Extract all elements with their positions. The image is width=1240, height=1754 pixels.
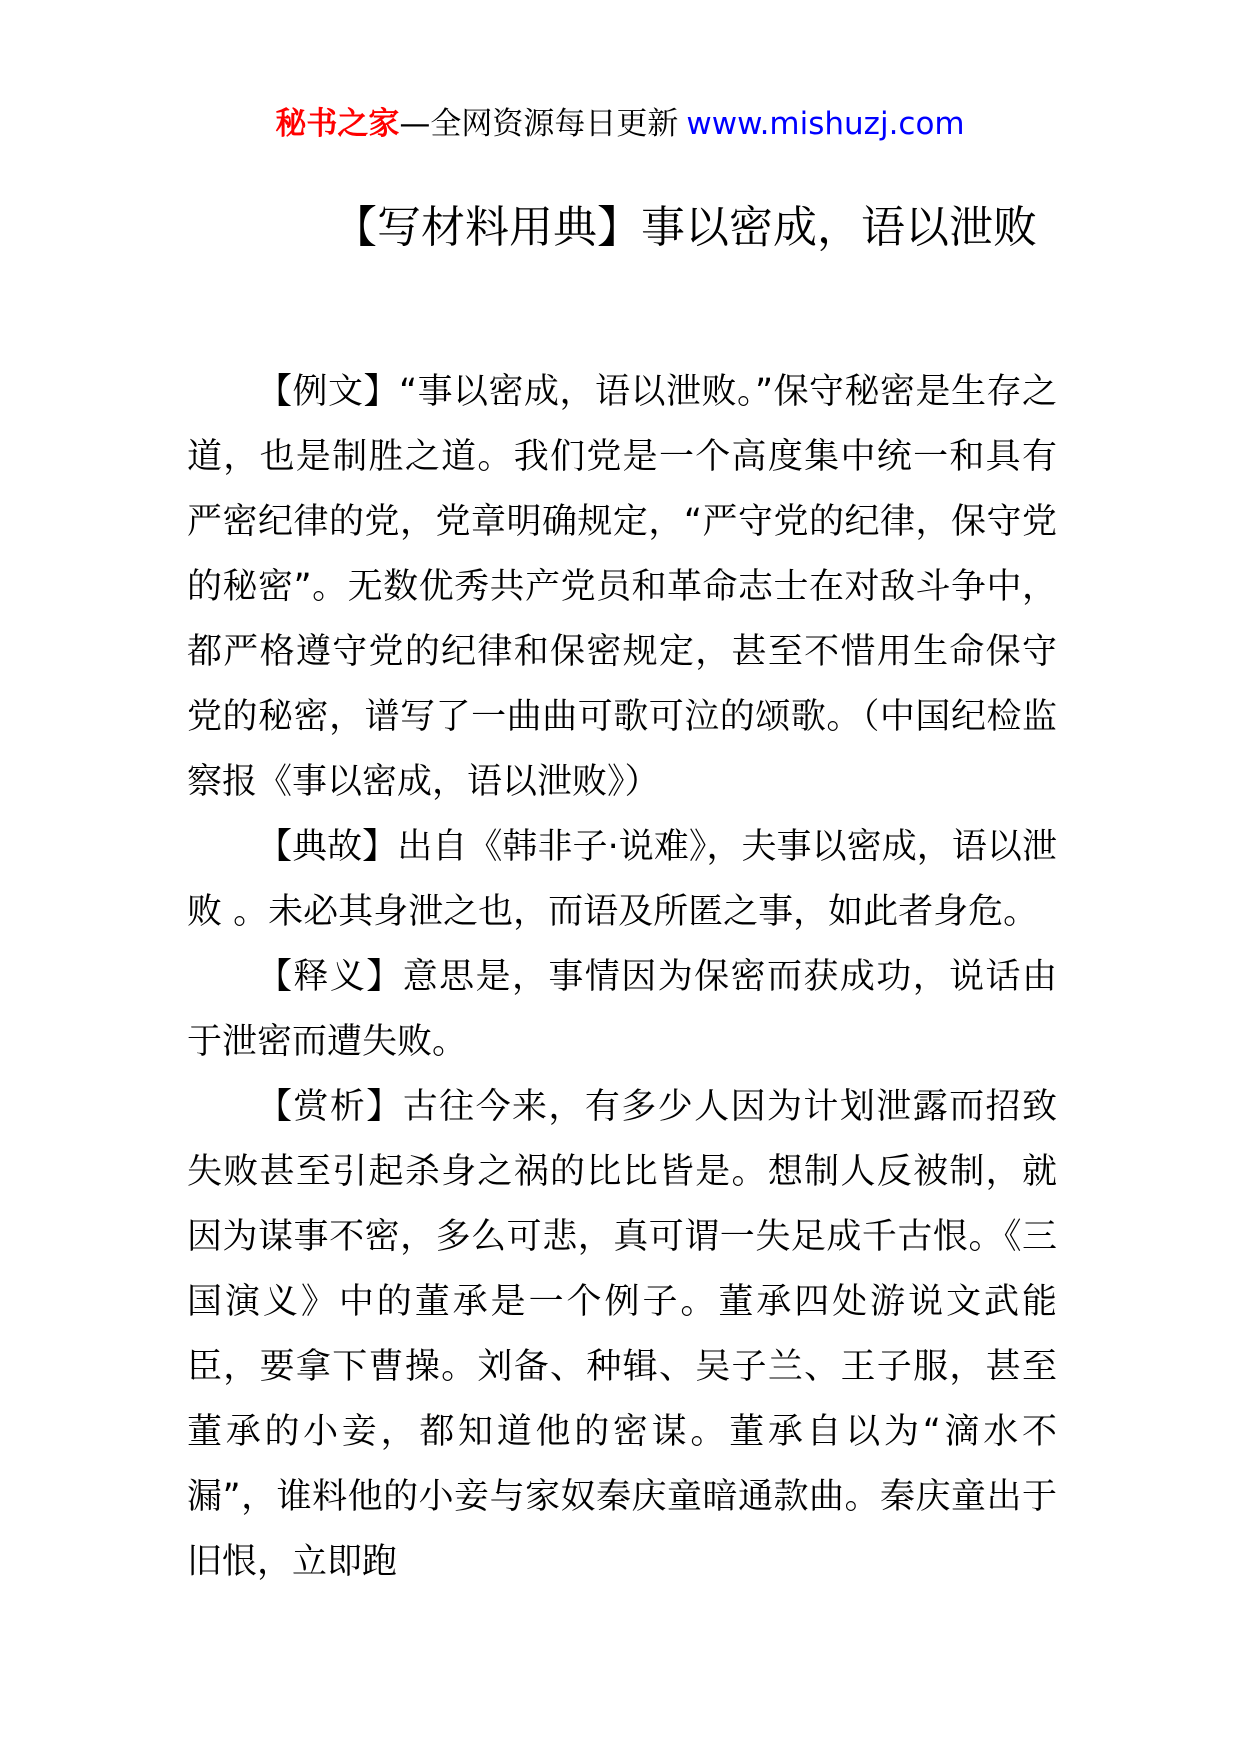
paragraph-meaning [187,945,1057,1075]
site-url-link[interactable]: www.mishuzj.com [686,106,965,142]
paragraph-example [187,360,1057,815]
paragraph-text: 意思是，事情因为保密而获成功，说话由于泄密而遭失败。 [187,957,1057,1062]
site-brand: 秘书之家 [275,106,400,142]
site-slogan: —全网资源每日更新 [399,106,679,142]
paragraph-label: 【释义】 [257,957,403,997]
document-title-text: 【写材料用典】事以密成，语以泄败 [333,202,1037,253]
paragraph-label: 【典故】 [257,827,398,867]
document-body [187,360,1057,1595]
paragraph-label: 【赏析】 [257,1087,403,1127]
site-header [0,104,1240,144]
paragraph-text: 古往今来，有多少人因为计划泄露而招致失败甚至引起杀身之祸的比比皆是。想制人反被制，就因为谋事不密，多么可悲，真可谓一失足成千古恨。《三国演义》中的董承是一个例子。董承四处游说文武能臣，要拿下曹操。刘备、种辑、吴子兰、王子服，甚至董承的小妾，都知道他的密谋。董承自以为“滴水不漏”，谁料他的小妾与家奴秦庆童暗通款曲。秦庆童出于旧恨，立即跑 [187,1087,1057,1582]
paragraph-label: 【例文】 [257,372,399,412]
paragraph-text: “事以密成，语以泄败。”保守秘密是生存之道，也是制胜之道。我们党是一个高度集中统一和具有严密纪律的党，党章明确规定，“严守党的纪律，保守党的秘密”。无数优秀共产党员和革命志士在对敌斗争中，都严格遵守党的纪律和保密规定，甚至不惜用生命保守党的秘密，谱写了一曲曲可歌可泣的颂歌。（中国纪检监察报《事以密成，语以泄败》） [187,372,1057,802]
paragraph-appreciation [187,1075,1057,1595]
document-title [0,200,1240,256]
paragraph-text: 出自《韩非子·说难》，夫事以密成，语以泄败 。未必其身泄之也，而语及所匿之事，如此者身危。 [187,827,1057,932]
paragraph-allusion [187,815,1057,945]
